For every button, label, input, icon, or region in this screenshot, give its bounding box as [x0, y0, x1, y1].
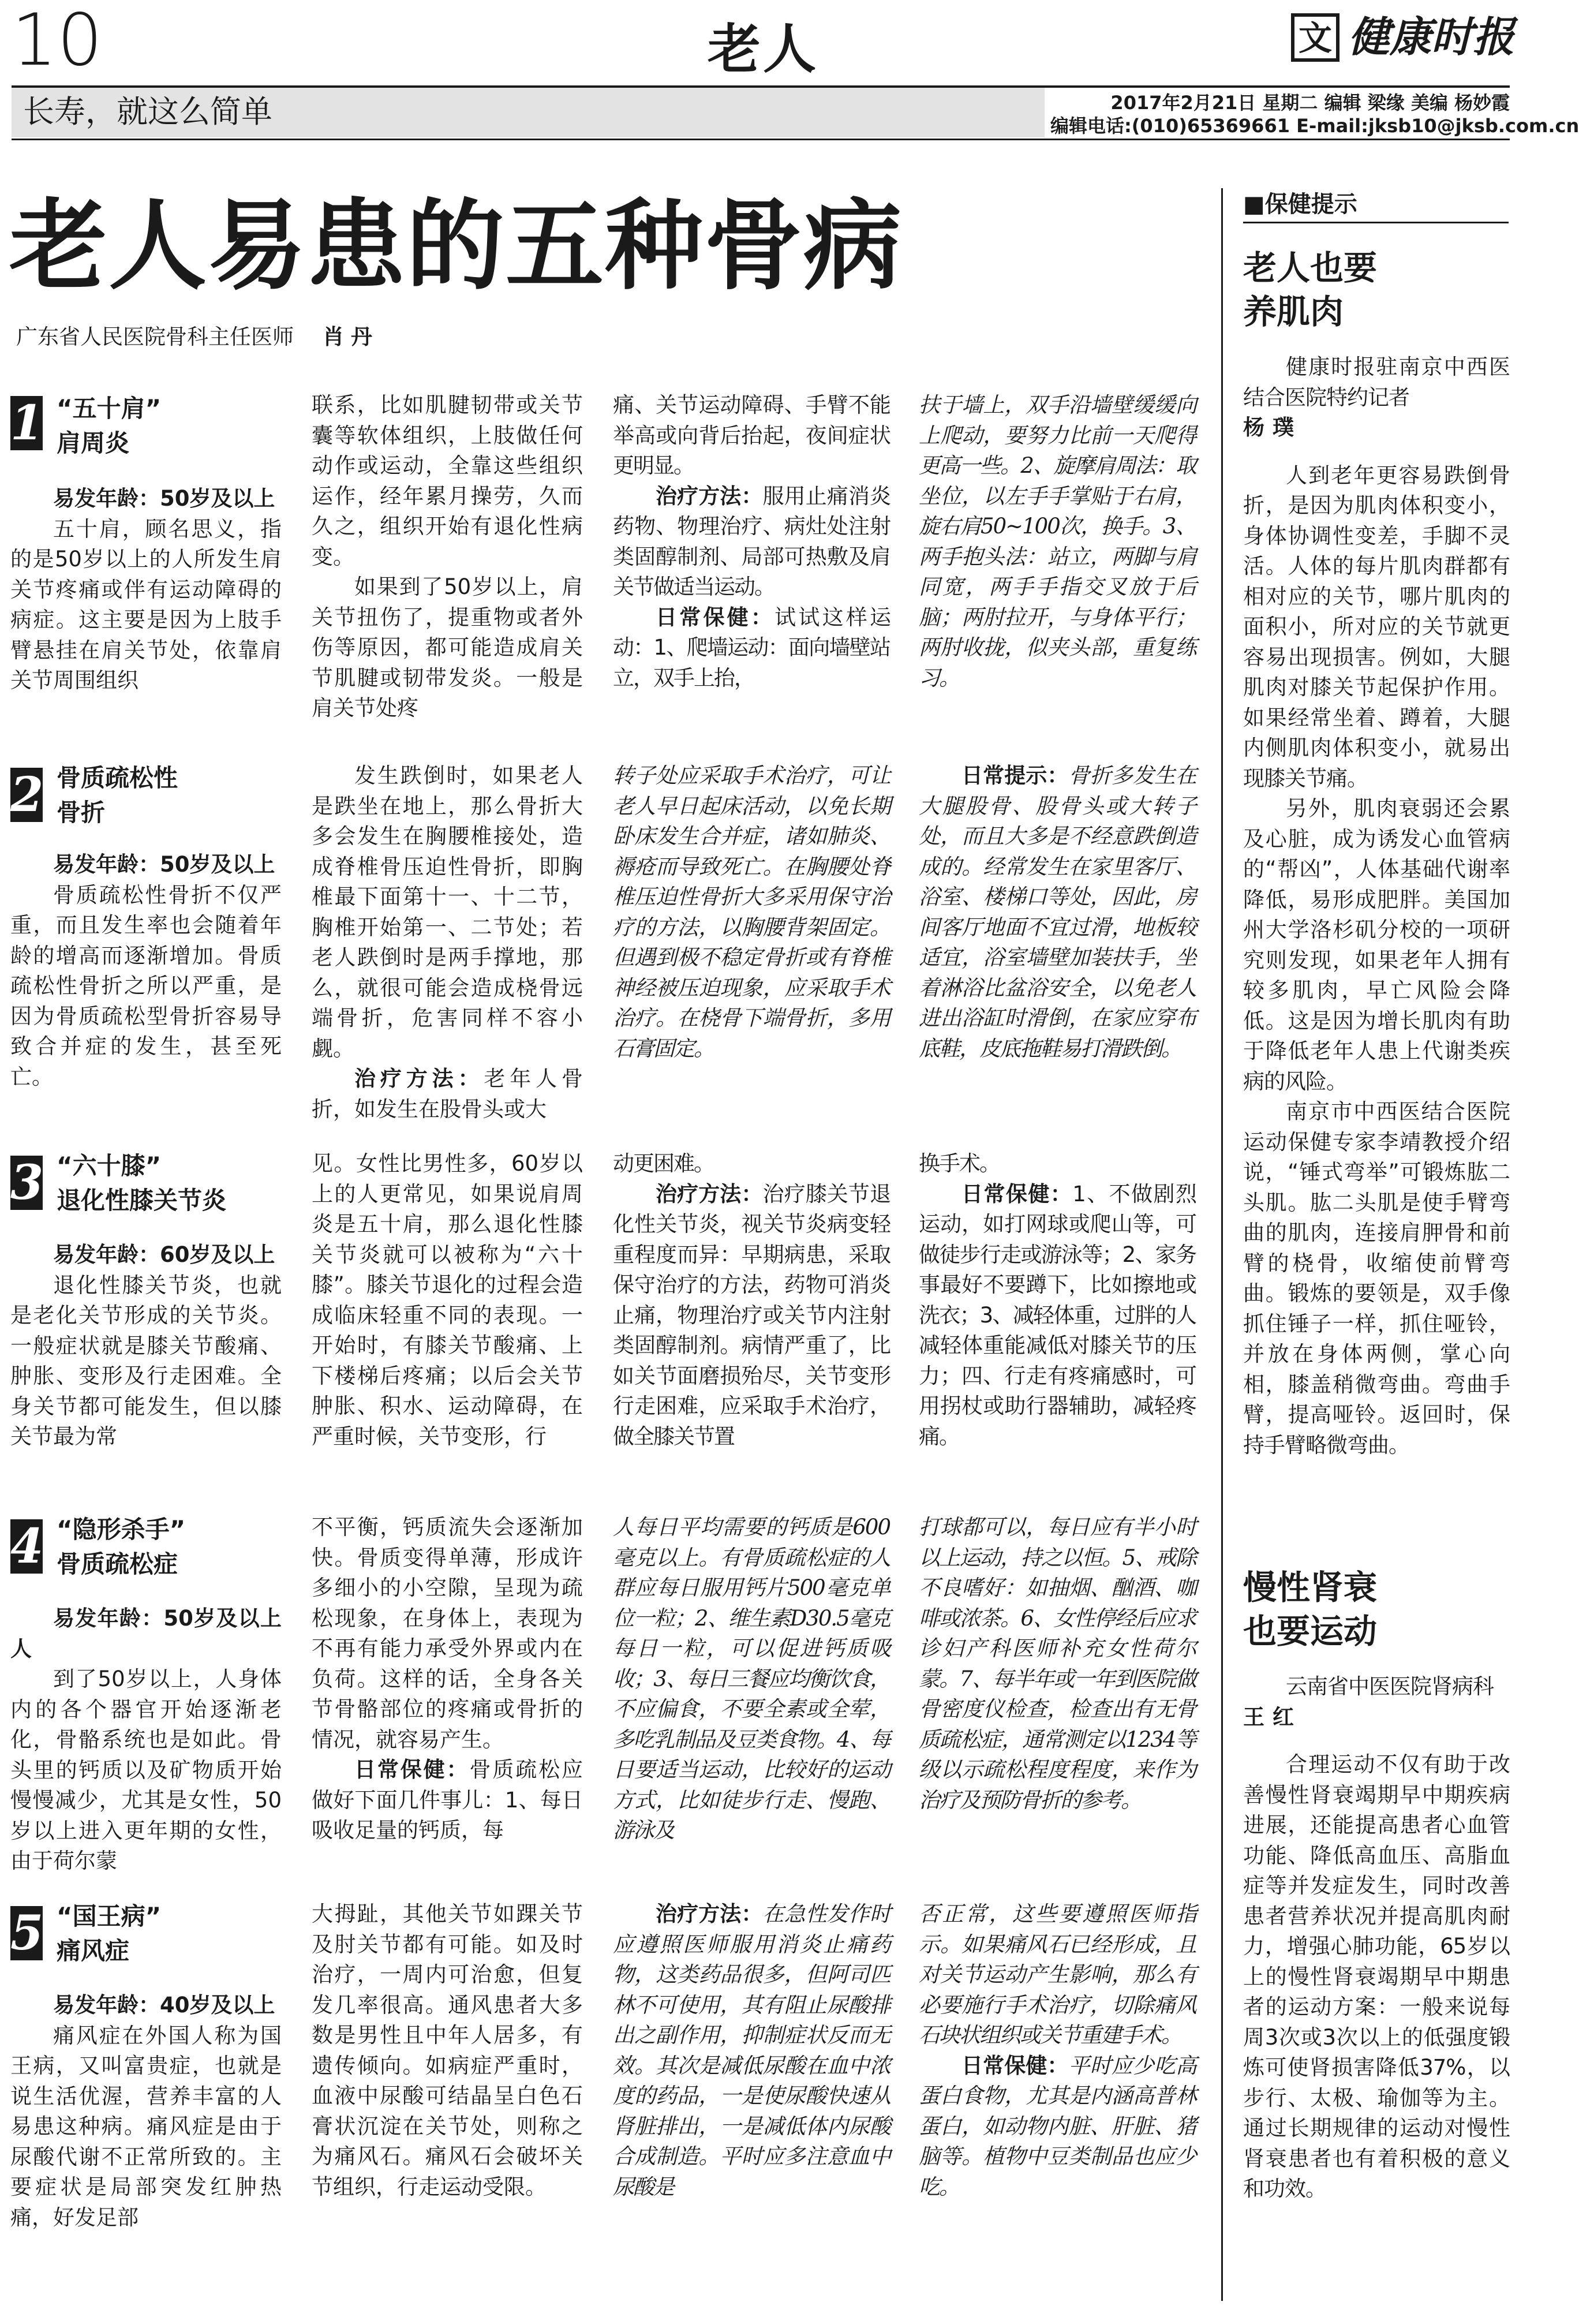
section-5-column-1	[10, 1990, 282, 2239]
sidebar-story-1-body	[1243, 352, 1510, 1535]
section-4-care-label: 日常保健：	[354, 1757, 470, 1782]
section-2-column-3	[613, 761, 890, 1142]
page-number: 10	[12, 0, 103, 82]
slogan-text: 长寿，就这么简单	[23, 94, 272, 130]
sidebar-story-1-author-name: 杨璞	[1243, 415, 1302, 440]
section-3-text-1: 退化性膝关节炎，也就是老化关节形成的关节炎。一般症状就是膝关节酸痛、肿胀、变形及行走困难。全身关节都可能发生，但以膝关节最为常	[10, 1272, 282, 1449]
section-4-text-4: 打球都可以，每日应有半小时以上运动，持之以恒。5、戒除不良嗜好：如抽烟、酗酒、咖啡或浓茶。6、女性停经后应求诊妇产科医师补充女性荷尔蒙。7、每半年或一年到医院做骨密度仪检查，检查出有无骨质疏松症，通常测定以1234等级以示疏松程度程度，来作为治疗及预防骨折的参考。	[919, 1515, 1196, 1813]
section-1-text-2b: 如果到了50岁以上，肩关节扭伤了，提重物或者外伤等原因，都可能造成肩关节肌腱或韧带发炎。一般是肩关节处疼	[312, 574, 583, 720]
section-5-column-3	[613, 1899, 890, 2245]
section-title: 老人	[708, 18, 819, 80]
section-5-column-4	[919, 1899, 1196, 2245]
section-2-column-4	[919, 761, 1196, 1142]
section-4-text-3: 人每日平均需要的钙质是600毫克以上。有骨质疏松症的人群应每日服用钙片500毫克单位一粒；2、维生素D30.5毫克每日一粒，可以促进钙质吸收；3、每日三餐应均衡饮食，不应偏食，不要全素或全荤，多吃乳制品及豆类食物。4、每日要适当运动，比较好的运动方式，比如徒步行走、慢跑、游泳及	[613, 1515, 890, 1843]
byline-org: 广东省人民医院骨科主任医师	[16, 324, 294, 349]
section-3-text-3a: 动更困难。	[613, 1151, 714, 1176]
sidebar-story-1-title-line2: 养肌肉	[1243, 292, 1344, 331]
sidebar-story-2-title-line2: 也要运动	[1243, 1612, 1378, 1651]
byline-name: 肖丹	[323, 324, 379, 349]
section-4-text-1: 到了50岁以上，人身体内的各个器官开始逐渐老化，骨骼系统也是如此。骨头里的钙质以及矿物质开始慢慢减少，尤其是女性，50岁以上进入更年期的女性，由于荷尔蒙	[10, 1667, 282, 1873]
section-3-text-4a: 换手术。	[919, 1151, 1000, 1176]
section-1-text-2: 联系，比如肌腱韧带或关节囊等软体组织，上肢做任何动作或运动，全靠这些组织运作，经年累月操劳，久而久之，组织开始有退化性病变。	[312, 393, 583, 569]
section-5-text-1: 痛风症在外国人称为国王病，又叫富贵症，也就是说生活优渥，营养丰富的人易患这种病。痛风症是由于尿酸代谢不正常所致的。主要症状是局部突发红肿热痛，好发足部	[10, 2023, 282, 2230]
newspaper-logo	[1290, 8, 1515, 66]
section-number-5: 5	[10, 1905, 44, 1961]
section-2-column-1	[10, 850, 282, 1138]
sidebar-tab-rule	[1243, 222, 1509, 223]
section-1-care-text: 试试这样运动：1、爬墙运动：面向墙壁站立，双手上抬，	[613, 604, 890, 690]
section-number-3: 3	[10, 1155, 44, 1210]
section-3-column-1	[10, 1240, 282, 1488]
section-4-care-text: 骨质疏松应做好下面几件事儿：1、每日吸收足量的钙质，每	[312, 1757, 583, 1843]
sidebar-story-1-author: 健康时报驻南京中西医结合医院特约记者	[1243, 354, 1510, 410]
sidebar-story-2-author-name: 王红	[1243, 1704, 1302, 1729]
section-2-text-1: 骨质疏松性骨折不仅严重，而且发生率也会随着年龄的增高而逐渐增加。骨质疏松性骨折之所以严重，是因为骨质疏松型骨折容易导致合并症的发生，甚至死亡。	[10, 882, 282, 1089]
section-3-care-label: 日常保健：	[961, 1181, 1073, 1206]
section-2-title-line1: 骨质疏松性	[57, 764, 178, 792]
slogan-bar	[12, 88, 1045, 137]
section-4-column-1	[10, 1604, 282, 1873]
section-1-text-3a: 痛、关节运动障碍、手臂不能举高或向背后抬起，夜间症状更明显。	[613, 393, 890, 478]
section-2-age-label: 易发年龄：50岁及以上	[53, 852, 275, 877]
section-2-text-2: 发生跌倒时，如果老人是跌坐在地上，那么骨折大多会发生在胸腰椎接处，造成脊椎骨压迫性骨折，即胸椎最下面第十一、十二节，胸椎开始第一、二节处；若老人跌倒时是两手撑地，那么，就很可能会造成桡骨远端骨折，危害同样不容小觑。	[312, 763, 583, 1061]
section-2-treatment-label: 治疗方法：	[354, 1066, 484, 1091]
section-4-column-2	[312, 1512, 583, 1859]
sidebar-story-2-title-line1: 慢性肾衰	[1243, 1568, 1378, 1607]
section-4-column-4	[919, 1512, 1196, 1859]
article-headline: 老人易患的五种骨病	[9, 188, 903, 304]
section-4-title-line2: 骨质疏松症	[57, 1550, 178, 1578]
section-1-treatment-text: 服用止痛消炎药物、物理治疗、病灶处注射类固醇制剂、局部可热敷及肩关节做适当运动。	[613, 483, 890, 599]
section-3-title-line2: 退化性膝关节炎	[57, 1186, 227, 1215]
section-3-column-3	[613, 1149, 890, 1495]
section-1-text-4: 扶于墙上，双手沿墙壁缓缓向上爬动，要努力比前一天爬得更高一些。2、旋摩肩周法：取坐位，以左手手掌贴于右肩，旋右肩50~100次，换手。3、两手抱头法：站立，两脚与肩同宽，两手手指交叉放于后脑；两肘拉开，与身体平行；两肘收拢，似夹头部，重复练习。	[919, 393, 1196, 690]
section-1-title-line2: 肩周炎	[57, 429, 130, 457]
section-2-column-2	[312, 761, 583, 1142]
sidebar-story-1-para-3: 南京市中西医结合医院运动保健专家李靖教授介绍说，“锤式弯举”可锻炼肱二头肌。肱二头肌是使手臂弯曲的肌肉，连接肩胛骨和前臂的桡骨，收缩使前臂弯曲。锻炼的要领是，双手像抓住锤子一样，抓住哑铃，并放在身体两侧，掌心向相，膝盖稍微弯曲。弯曲手臂，提高哑铃。返回时，保持手臂略微弯曲。	[1243, 1099, 1510, 1458]
section-1-title-line1: “五十肩”	[57, 394, 162, 423]
section-1-column-2	[312, 390, 583, 737]
section-4-column-3	[613, 1512, 890, 1859]
section-number-1: 1	[10, 395, 44, 451]
section-1-column-3	[613, 390, 890, 737]
section-3-column-2	[312, 1149, 583, 1495]
section-2-treatment-text: 老年人骨折，如发生在股骨头或大	[312, 1066, 583, 1122]
section-4-age-label: 易发年龄：50岁及以上人	[10, 1606, 282, 1661]
section-1-column-4	[919, 390, 1196, 737]
section-2-tips-label: 日常提示：	[961, 763, 1069, 788]
sidebar-tab-label: ■保健提示	[1243, 191, 1357, 218]
sidebar-story-1-para-1: 人到老年更容易跌倒骨折，是因为肌肉体积变小，身体协调性变差，手脚不灵活。人体的每片肌肉群都有相对应的关节，哪片肌肉的面积小，所对应的关节就更容易出现损害。例如，大腿肌肉对膝关节起保护作用。如果经常坐着、蹲着，大腿内侧肌肉体积变小，就易出现膝关节痛。	[1243, 462, 1510, 791]
sidebar-divider	[1221, 188, 1223, 2301]
section-3-treatment-text: 治疗膝关节退化性关节炎，视关节炎病变轻重程度而异：早期病患，采取保守治疗的方法，药物可消炎止痛，物理治疗或关节内注射类固醇制剂。病情严重了，比如关节面磨损殆尽，关节变形行走困难，应采取手术治疗，做全膝关节置	[613, 1181, 890, 1449]
section-5-title-line1: “国王病”	[57, 1902, 162, 1930]
section-5-age-label: 易发年龄：40岁及以上	[53, 1993, 275, 2017]
section-2-tips-text: 骨折多发生在大腿股骨、股骨头或大转子处，而且大多是不经意跌倒造成的。经常发生在家里客厅、浴室、楼梯口等处，因此，房间客厅地面不宜过滑，地板较适宜，浴室墙壁加装扶手，坐着淋浴比盆浴安全，以免老人进出浴缸时滑倒，在家应穿布底鞋，皮底拖鞋易打滑跌倒。	[919, 763, 1196, 1061]
svg-text:文: 文	[1298, 18, 1333, 58]
section-5-title-line2: 痛风症	[57, 1937, 130, 1965]
section-5-care-text: 平时应少吃高蛋白食物，尤其是内涵高普林蛋白，如动物内脏、肝脏、猪脑等。植物中豆类制品也应少吃。	[919, 2053, 1196, 2199]
sidebar-story-1-para-2: 另外，肌肉衰弱还会累及心脏，成为诱发心血管病的“帮凶”，人体基础代谢率降低，易形成肥胖。美国加州大学洛杉矶分校的一项研究则发现，如果老年人拥有较多肌肉，早亡风险会降低。这是因为增长肌肉有助于降低老年人患上代谢类疾病的风险。	[1243, 796, 1510, 1094]
section-5-text-2: 大拇趾，其他关节如踝关节及肘关节都有可能。如及时治疗，一周内可治愈，但复发几率很高。通风患者大多数是男性且中年人居多，有遗传倾向。如病症严重时，血液中尿酸可结晶呈白色石膏状沉淀在关节处，则称之为痛风石。痛风石会破坏关节组织，行走运动受限。	[312, 1901, 583, 2199]
section-4-title-line1: “隐形杀手”	[57, 1515, 186, 1544]
section-2-title-line2: 骨折	[57, 798, 106, 827]
section-number-2: 2	[10, 767, 44, 823]
sidebar-story-2-author: 云南省中医医院肾病科	[1286, 1674, 1494, 1699]
section-5-treatment-text: 在急性发作时应遵照医师服用消炎止痛药物，这类药品很多，但阿司匹林不可使用，其有阻止尿酸排出之副作用，抑制症状反而无效。其次是减低尿酸在血中浓度的药品，一是使尿酸快速从肾脏排出，一是减低体内尿酸合成制造。平时应多注意血中尿酸是	[613, 1901, 890, 2199]
section-3-text-2: 见。女性比男性多，60岁以上的人更常见，如果说肩周炎是五十肩，那么退化性膝关节炎就可以被称为“六十膝”。膝关节退化的过程会造成临床轻重不同的表现。一开始时，有膝关节酸痛、上下楼梯后疼痛；以后会关节肿胀、积水、运动障碍，在严重时候，关节变形，行	[312, 1151, 583, 1449]
section-1-age-label: 易发年龄：50岁及以上	[53, 486, 275, 511]
section-1-text-1: 五十肩，顾名思义，指的是50岁以上的人所发生肩关节疼痛或伴有运动障碍的病症。这主要是因为上肢手臂悬挂在肩关节处，依靠肩关节周围组织	[10, 516, 282, 693]
section-3-column-4	[919, 1149, 1196, 1495]
date-line: 2017年2月21日 星期二 编辑 梁缘 美编 杨妙霞	[1110, 92, 1510, 114]
masthead-bottom-rule	[12, 139, 1510, 140]
section-3-care-text: 1、不做剧烈运动，如打网球或爬山等，可做徒步行走或游泳等；2、家务事最好不要蹲下，比如擦地或洗衣；3、减轻体重，过胖的人减轻体重能减低对膝关节的压力；四、行走有疼痛感时，可用拐杖或助行器辅助，减轻疼痛。	[919, 1181, 1196, 1449]
logo-wordmark: 健康时报	[1348, 12, 1515, 61]
section-2-text-3: 转子处应采取手术治疗，可让老人早日起床活动，以免长期卧床发生合并症，诸如肺炎、褥疮而导致死亡。在胸腰处脊椎压迫性骨折大多采用保守治疗的方法，以胸腰背架固定。但遇到极不稳定骨折或有脊椎神经被压迫现象，应采取手术治疗。在桡骨下端骨折，多用石膏固定。	[613, 763, 890, 1061]
section-1-column-1	[10, 484, 282, 732]
date-editor-line	[1050, 91, 1579, 137]
section-5-treatment-label: 治疗方法：	[656, 1901, 763, 1926]
section-1-care-label: 日常保健：	[656, 604, 775, 630]
section-5-care-label: 日常保健：	[961, 2053, 1069, 2078]
section-3-title-line1: “六十膝”	[57, 1152, 162, 1180]
section-3-treatment-label: 治疗方法：	[656, 1181, 763, 1206]
section-5-text-4: 否正常，这些要遵照医师指示。如果痛风石已经形成，且对关节运动产生影响，那么有必要施行手术治疗，切除痛风石块状组织或关节重建手术。	[919, 1901, 1196, 2047]
section-5-column-2	[312, 1899, 583, 2245]
section-3-age-label: 易发年龄：60岁及以上	[53, 1242, 275, 1267]
section-number-4: 4	[10, 1519, 44, 1574]
sidebar-story-2-para-1: 合理运动不仅有助于改善慢性肾衰竭期早中期疾病进展，还能提高患者心血管功能、降低高血压、高脂血症等并发症发生，同时改善患者营养状况并提高肌肉耐力，增强心肺功能，65岁以上的慢性肾衰竭期早中期患者的运动方案：一般来说每周3次或3次以上的低强度锻炼可使肾损害降低37%，以步行、太极、瑜伽等为主。通过长期规律的运动对慢性肾衰患者也有着积极的意义和功效。	[1243, 1752, 1510, 2201]
sidebar-story-2-body	[1243, 1672, 1510, 2307]
section-4-text-2: 不平衡，钙质流失会逐渐加快。骨质变得单薄，形成许多细小的小空隙，呈现为疏松现象，在身体上，表现为不再有能力承受外界或内在负荷。这样的话，全身各关节骨骼部位的疼痛或骨折的情况，就容易产生。	[312, 1515, 583, 1752]
sidebar-story-1-title-line1: 老人也要	[1243, 248, 1378, 287]
contact-line: 编辑电话:(010)65369661 E-mail:jksb10@jksb.com.cn	[1050, 115, 1579, 137]
article-byline	[16, 323, 379, 351]
section-1-treatment-label: 治疗方法：	[656, 483, 763, 509]
